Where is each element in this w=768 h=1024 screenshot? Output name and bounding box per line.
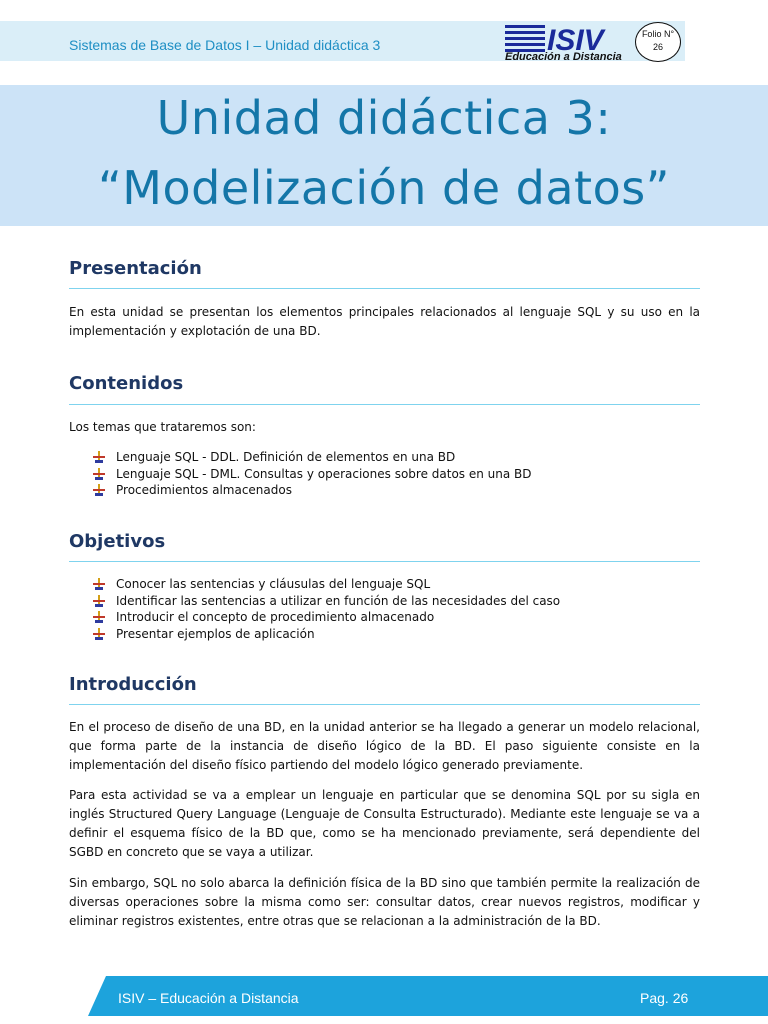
- isiv-logo: [503, 22, 631, 62]
- logo-stripes: [505, 25, 545, 52]
- bullet-icon: [92, 468, 106, 480]
- heading-rule: [69, 404, 700, 405]
- list-item: [92, 593, 560, 610]
- contenidos-list: [92, 449, 532, 499]
- presentacion-text: En esta unidad se presentan los elementos principales relacionados al lenguaje SQL y su uso en la implementación y explotación de una BD.: [69, 305, 700, 338]
- folio-label: Folio N°: [641, 29, 675, 39]
- list-item: [92, 576, 560, 593]
- list-item-text: Lenguaje SQL - DML. Consultas y operaciones sobre datos en una BD: [116, 466, 532, 481]
- bullet-icon: [92, 595, 106, 607]
- folio-number: 26: [652, 42, 663, 52]
- list-item: [92, 609, 560, 626]
- intro-paragraph-3: Sin embargo, SQL no solo abarca la definición física de la BD sino que también permite la realización de diversas operaciones sobre la misma como ser: consultar datos, crear nuevos registros, modificar y eliminar registros existentes, entre otras que se relacionan a la administración de la BD.: [69, 876, 700, 928]
- list-item-text: Presentar ejemplos de aplicación: [116, 626, 315, 641]
- heading-introduccion: Introducción: [69, 674, 197, 695]
- list-item-text: Introducir el concepto de procedimiento almacenado: [116, 610, 435, 625]
- heading-objetivos: Objetivos: [69, 531, 166, 552]
- footer-left-text: ISIV – Educación a Distancia: [118, 990, 299, 1006]
- list-item-text: Procedimientos almacenados: [116, 483, 292, 498]
- folio-stamp: [635, 22, 681, 62]
- bullet-icon: [92, 611, 106, 623]
- list-item: [92, 626, 560, 643]
- list-item: [92, 449, 532, 466]
- contenidos-intro: Los temas que trataremos son:: [69, 420, 256, 434]
- list-item-text: Identificar las sentencias a utilizar en función de las necesidades del caso: [116, 593, 561, 608]
- unit-title-line2: “Modelización de datos”: [97, 161, 671, 215]
- page-number: Pag. 26: [640, 990, 689, 1006]
- heading-contenidos: Contenidos: [69, 373, 184, 394]
- intro-paragraph-2: Para esta actividad se va a emplear un lenguaje en particular que se denomina SQL por su sigla en inglés Structured Query Language (Lenguaje de Consulta Estructurado). Mediante este lenguaje se va a definir el esquema físico de la BD que, como se ha mencionado previamente, será dependiente del SGBD en concreto que se vaya a utilizar.: [69, 788, 700, 859]
- heading-rule: [69, 288, 700, 289]
- course-title: Sistemas de Base de Datos I – Unidad didáctica 3: [69, 37, 381, 53]
- list-item-text: Conocer las sentencias y cláusulas del lenguaje SQL: [116, 577, 431, 592]
- bullet-icon: [92, 451, 106, 463]
- heading-rule: [69, 704, 700, 705]
- bullet-icon: [92, 578, 106, 590]
- heading-rule: [69, 561, 700, 562]
- list-item: [92, 466, 532, 483]
- bullet-icon: [92, 484, 106, 496]
- heading-presentacion: Presentación: [69, 258, 202, 279]
- logo-subtext: Educación a Distancia: [505, 51, 622, 62]
- intro-paragraph-1: En el proceso de diseño de una BD, en la unidad anterior se ha llegado a generar un modelo relacional, que forma parte de la instancia de diseño lógico de la BD. El paso siguiente consiste en la implementación del diseño físico partiendo del modelo lógico generado previamente.: [69, 720, 700, 772]
- bullet-icon: [92, 628, 106, 640]
- list-item: [92, 482, 532, 499]
- objetivos-list: [92, 576, 560, 642]
- logo-text: ISIV: [547, 24, 604, 57]
- list-item-text: Lenguaje SQL - DDL. Definición de elementos en una BD: [116, 450, 456, 465]
- unit-title-line1: Unidad didáctica 3:: [156, 91, 612, 145]
